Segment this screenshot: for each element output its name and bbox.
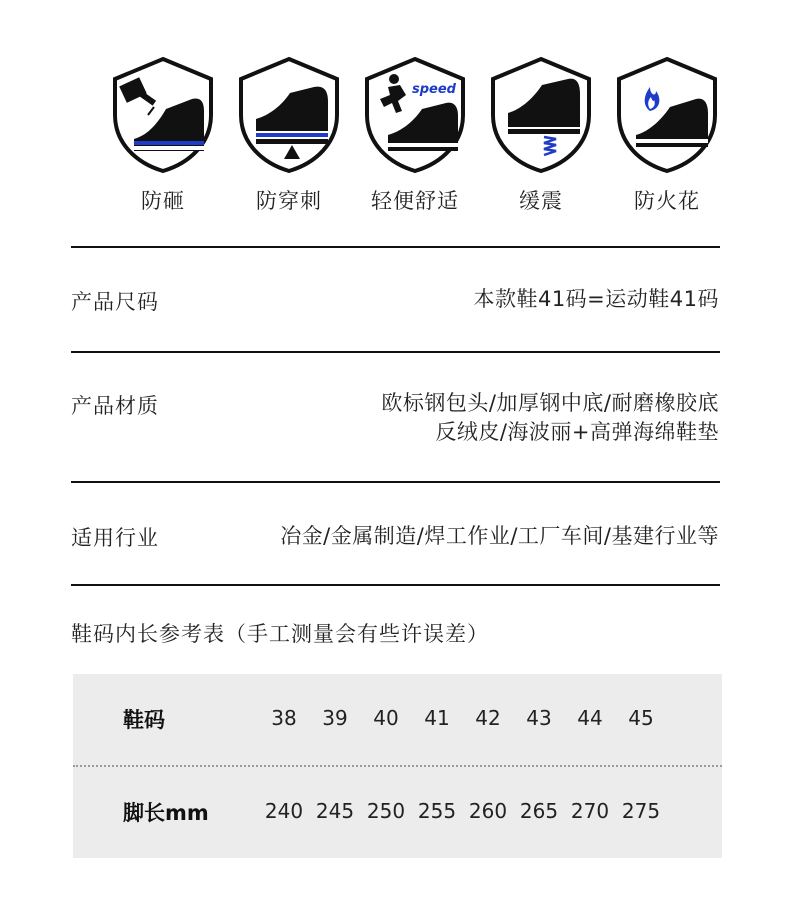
- lightweight-comfort-shield-icon: [360, 55, 470, 175]
- spec-industry-label: 适用行业: [71, 526, 159, 550]
- size-cell: 43: [526, 706, 552, 730]
- feature-label-anti-smash: 防砸: [141, 189, 185, 213]
- size-cell: 38: [271, 706, 297, 730]
- feature-label-shock-absorb: 缓震: [519, 189, 563, 213]
- anti-puncture-shield-icon: [234, 55, 344, 175]
- feature-label-lightweight: 轻便舒适: [371, 189, 459, 213]
- length-cell: 260: [468, 799, 508, 823]
- size-row: [73, 674, 722, 765]
- feature-label-anti-spark: 防火花: [634, 189, 700, 213]
- size-table-title: 鞋码内长参考表（手工测量会有些许误差）: [71, 622, 489, 646]
- shock-absorb-shield-icon: [486, 55, 596, 175]
- anti-smash-shield-icon: [108, 55, 218, 175]
- divider-4: [71, 584, 720, 586]
- length-cells: [259, 799, 669, 829]
- length-cell: 265: [519, 799, 559, 823]
- feature-icons: [100, 55, 740, 215]
- spec-material-value: [381, 389, 719, 447]
- divider-1: [71, 246, 720, 248]
- size-row-header: 鞋码: [123, 708, 165, 732]
- length-row: [73, 767, 722, 858]
- feature-anti-smash: [100, 55, 226, 215]
- spec-material-line2: 反绒皮/海波丽+高弹海绵鞋垫: [435, 420, 719, 444]
- size-cell: 39: [322, 706, 348, 730]
- speed-badge-text: speed: [412, 82, 456, 97]
- divider-2: [71, 351, 720, 353]
- length-cell: 275: [621, 799, 661, 823]
- spec-size-value: 本款鞋41码=运动鞋41码: [473, 287, 719, 311]
- length-cell: 245: [315, 799, 355, 823]
- size-cell: 40: [373, 706, 399, 730]
- divider-3: [71, 481, 720, 483]
- size-cell: 41: [424, 706, 450, 730]
- anti-spark-shield-icon: [612, 55, 722, 175]
- length-cell: 250: [366, 799, 406, 823]
- length-cell: 240: [264, 799, 304, 823]
- length-cell: 270: [570, 799, 610, 823]
- size-table: [73, 674, 722, 858]
- length-row-header: 脚长mm: [123, 801, 209, 825]
- feature-anti-puncture: [226, 55, 352, 215]
- spec-size-label: 产品尺码: [71, 290, 159, 314]
- size-cell: 44: [577, 706, 603, 730]
- spec-material-line1: 欧标钢包头/加厚钢中底/耐磨橡胶底: [381, 391, 719, 415]
- size-cells: [259, 706, 669, 736]
- length-cell: 255: [417, 799, 457, 823]
- spec-industry-value: 冶金/金属制造/焊工作业/工厂车间/基建行业等: [280, 524, 719, 548]
- feature-anti-spark: [604, 55, 730, 215]
- size-cell: 45: [628, 706, 654, 730]
- spec-material-label: 产品材质: [71, 394, 159, 418]
- feature-label-anti-puncture: 防穿刺: [256, 189, 322, 213]
- feature-lightweight: [352, 55, 478, 215]
- feature-shock-absorb: [478, 55, 604, 215]
- size-cell: 42: [475, 706, 501, 730]
